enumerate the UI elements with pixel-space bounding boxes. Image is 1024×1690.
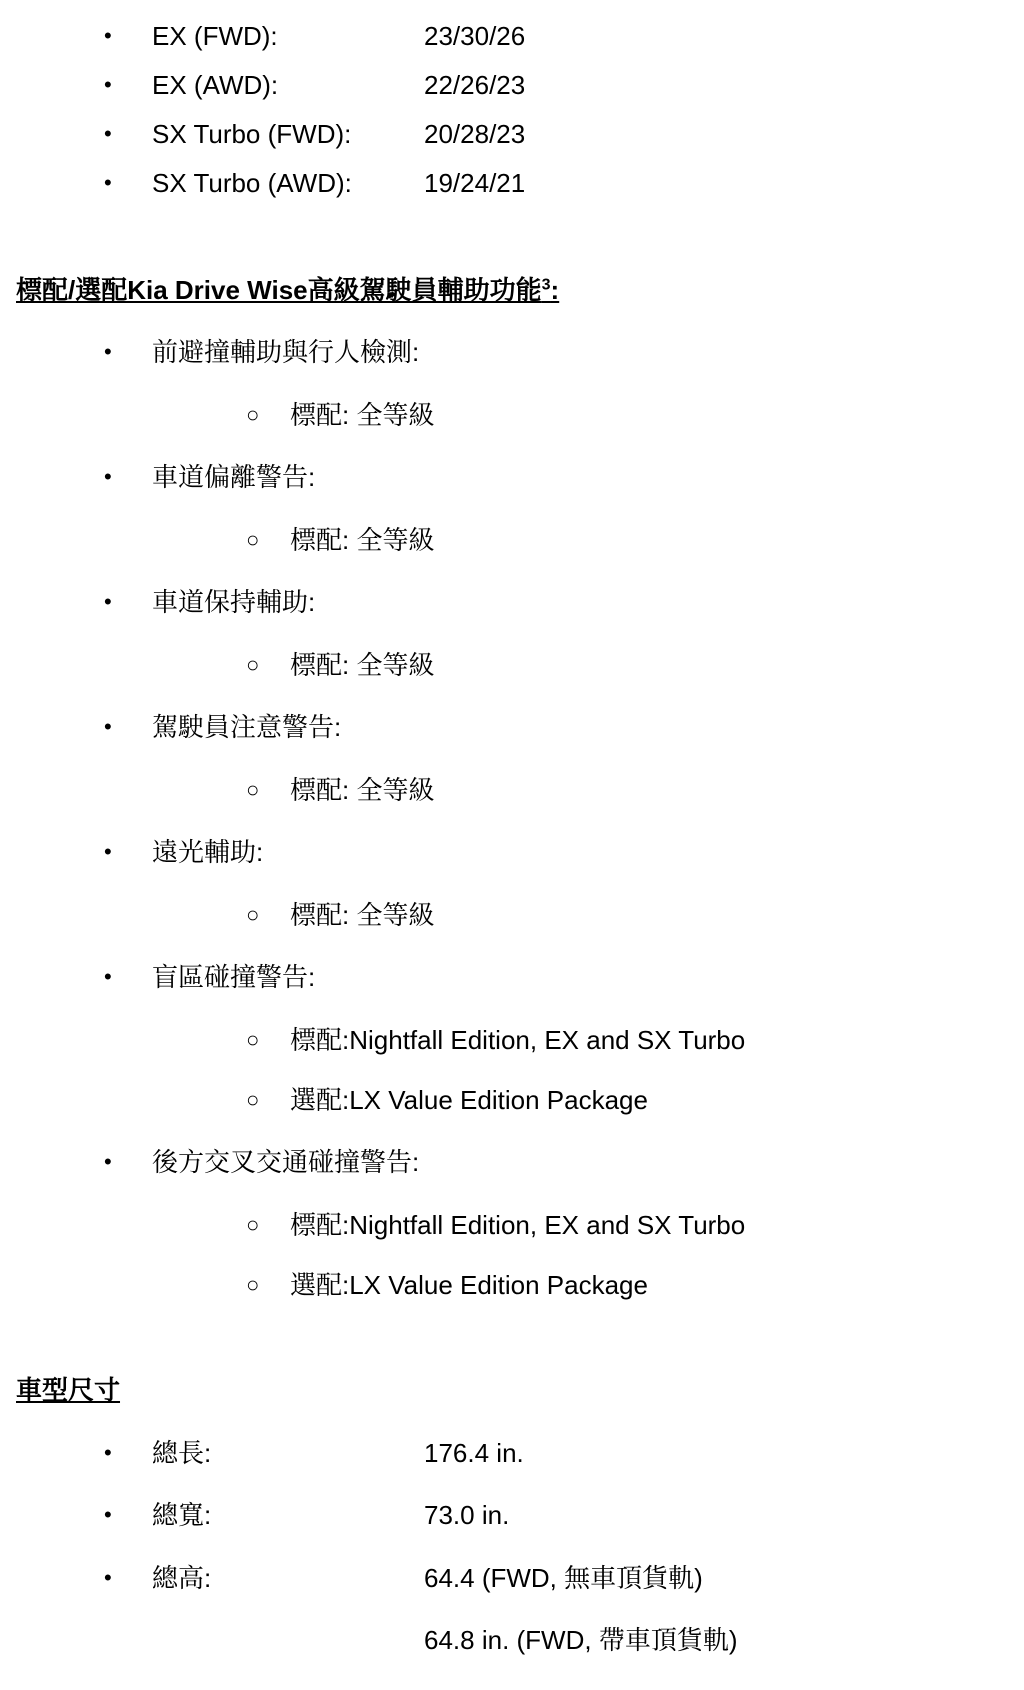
dimension-value: 64.8 in. (FWD, 帶車頂貨軌) xyxy=(424,1625,738,1655)
feature-label: 盲區碰撞警告: xyxy=(152,962,316,992)
feature-availability: 標配: 全等級 xyxy=(290,900,435,930)
bullet-icon: • xyxy=(104,464,112,489)
mpg-value: 20/28/23 xyxy=(424,119,526,149)
feature-label: 遠光輔助: xyxy=(152,837,264,867)
mpg-value: 22/26/23 xyxy=(424,70,526,100)
circle-bullet-icon: ○ xyxy=(246,777,260,802)
circle-bullet-icon: ○ xyxy=(246,902,260,927)
mpg-label: EX (FWD): xyxy=(152,21,278,51)
feature-availability: 選配:LX Value Edition Package xyxy=(290,1270,648,1300)
bullet-icon: • xyxy=(104,1565,112,1590)
dimension-value: 176.4 in. xyxy=(424,1438,524,1468)
dimension-label: 總高: xyxy=(152,1563,212,1593)
dimension-label: 總長: xyxy=(152,1438,212,1468)
circle-bullet-icon: ○ xyxy=(246,1087,260,1112)
section-heading-dimensions: 車型尺寸 xyxy=(16,1375,121,1405)
feature-availability: 標配: 全等級 xyxy=(290,400,435,430)
circle-bullet-icon: ○ xyxy=(246,527,260,552)
heading-colon: : xyxy=(550,275,560,305)
circle-bullet-icon: ○ xyxy=(246,1212,260,1237)
feature-availability: 標配: 全等級 xyxy=(290,650,435,680)
feature-label: 車道偏離警告: xyxy=(152,462,316,492)
feature-label: 駕駛員注意警告: xyxy=(152,712,342,742)
section-heading-adas xyxy=(16,270,559,310)
bullet-icon: • xyxy=(104,1149,112,1174)
bullet-icon: • xyxy=(104,964,112,989)
feature-availability: 標配: 全等級 xyxy=(290,775,435,805)
feature-label: 車道保持輔助: xyxy=(152,587,316,617)
feature-availability: 選配:LX Value Edition Package xyxy=(290,1085,648,1115)
feature-availability: 標配:Nightfall Edition, EX and SX Turbo xyxy=(290,1210,746,1240)
feature-availability: 標配: 全等級 xyxy=(290,525,435,555)
bullet-icon: • xyxy=(104,1440,112,1465)
circle-bullet-icon: ○ xyxy=(246,1027,260,1052)
dimension-label: 總寬: xyxy=(152,1500,212,1530)
circle-bullet-icon: ○ xyxy=(246,652,260,677)
circle-bullet-icon: ○ xyxy=(246,402,260,427)
bullet-icon: • xyxy=(104,839,112,864)
mpg-label: SX Turbo (FWD): xyxy=(152,119,352,149)
bullet-icon: • xyxy=(104,589,112,614)
footnote-marker: 3 xyxy=(541,276,551,294)
bullet-icon: • xyxy=(104,72,112,97)
mpg-value: 23/30/26 xyxy=(424,21,526,51)
feature-availability: 標配:Nightfall Edition, EX and SX Turbo xyxy=(290,1025,746,1055)
bullet-icon: • xyxy=(104,1502,112,1527)
bullet-icon: • xyxy=(104,121,112,146)
mpg-label: SX Turbo (AWD): xyxy=(152,168,352,198)
section-heading-text: 標配/選配Kia Drive Wise高級駕駛員輔助功能 xyxy=(16,275,542,305)
circle-bullet-icon: ○ xyxy=(246,1272,260,1297)
bullet-icon: • xyxy=(104,339,112,364)
mpg-label: EX (AWD): xyxy=(152,70,279,100)
mpg-value: 19/24/21 xyxy=(424,168,526,198)
bullet-icon: • xyxy=(104,23,112,48)
bullet-icon: • xyxy=(104,714,112,739)
feature-label: 後方交叉交通碰撞警告: xyxy=(152,1147,420,1177)
bullet-icon: • xyxy=(104,170,112,195)
feature-label: 前避撞輔助與行人檢測: xyxy=(152,337,420,367)
dimension-value: 73.0 in. xyxy=(424,1500,510,1530)
dimension-value: 64.4 (FWD, 無車頂貨軌) xyxy=(424,1563,703,1593)
